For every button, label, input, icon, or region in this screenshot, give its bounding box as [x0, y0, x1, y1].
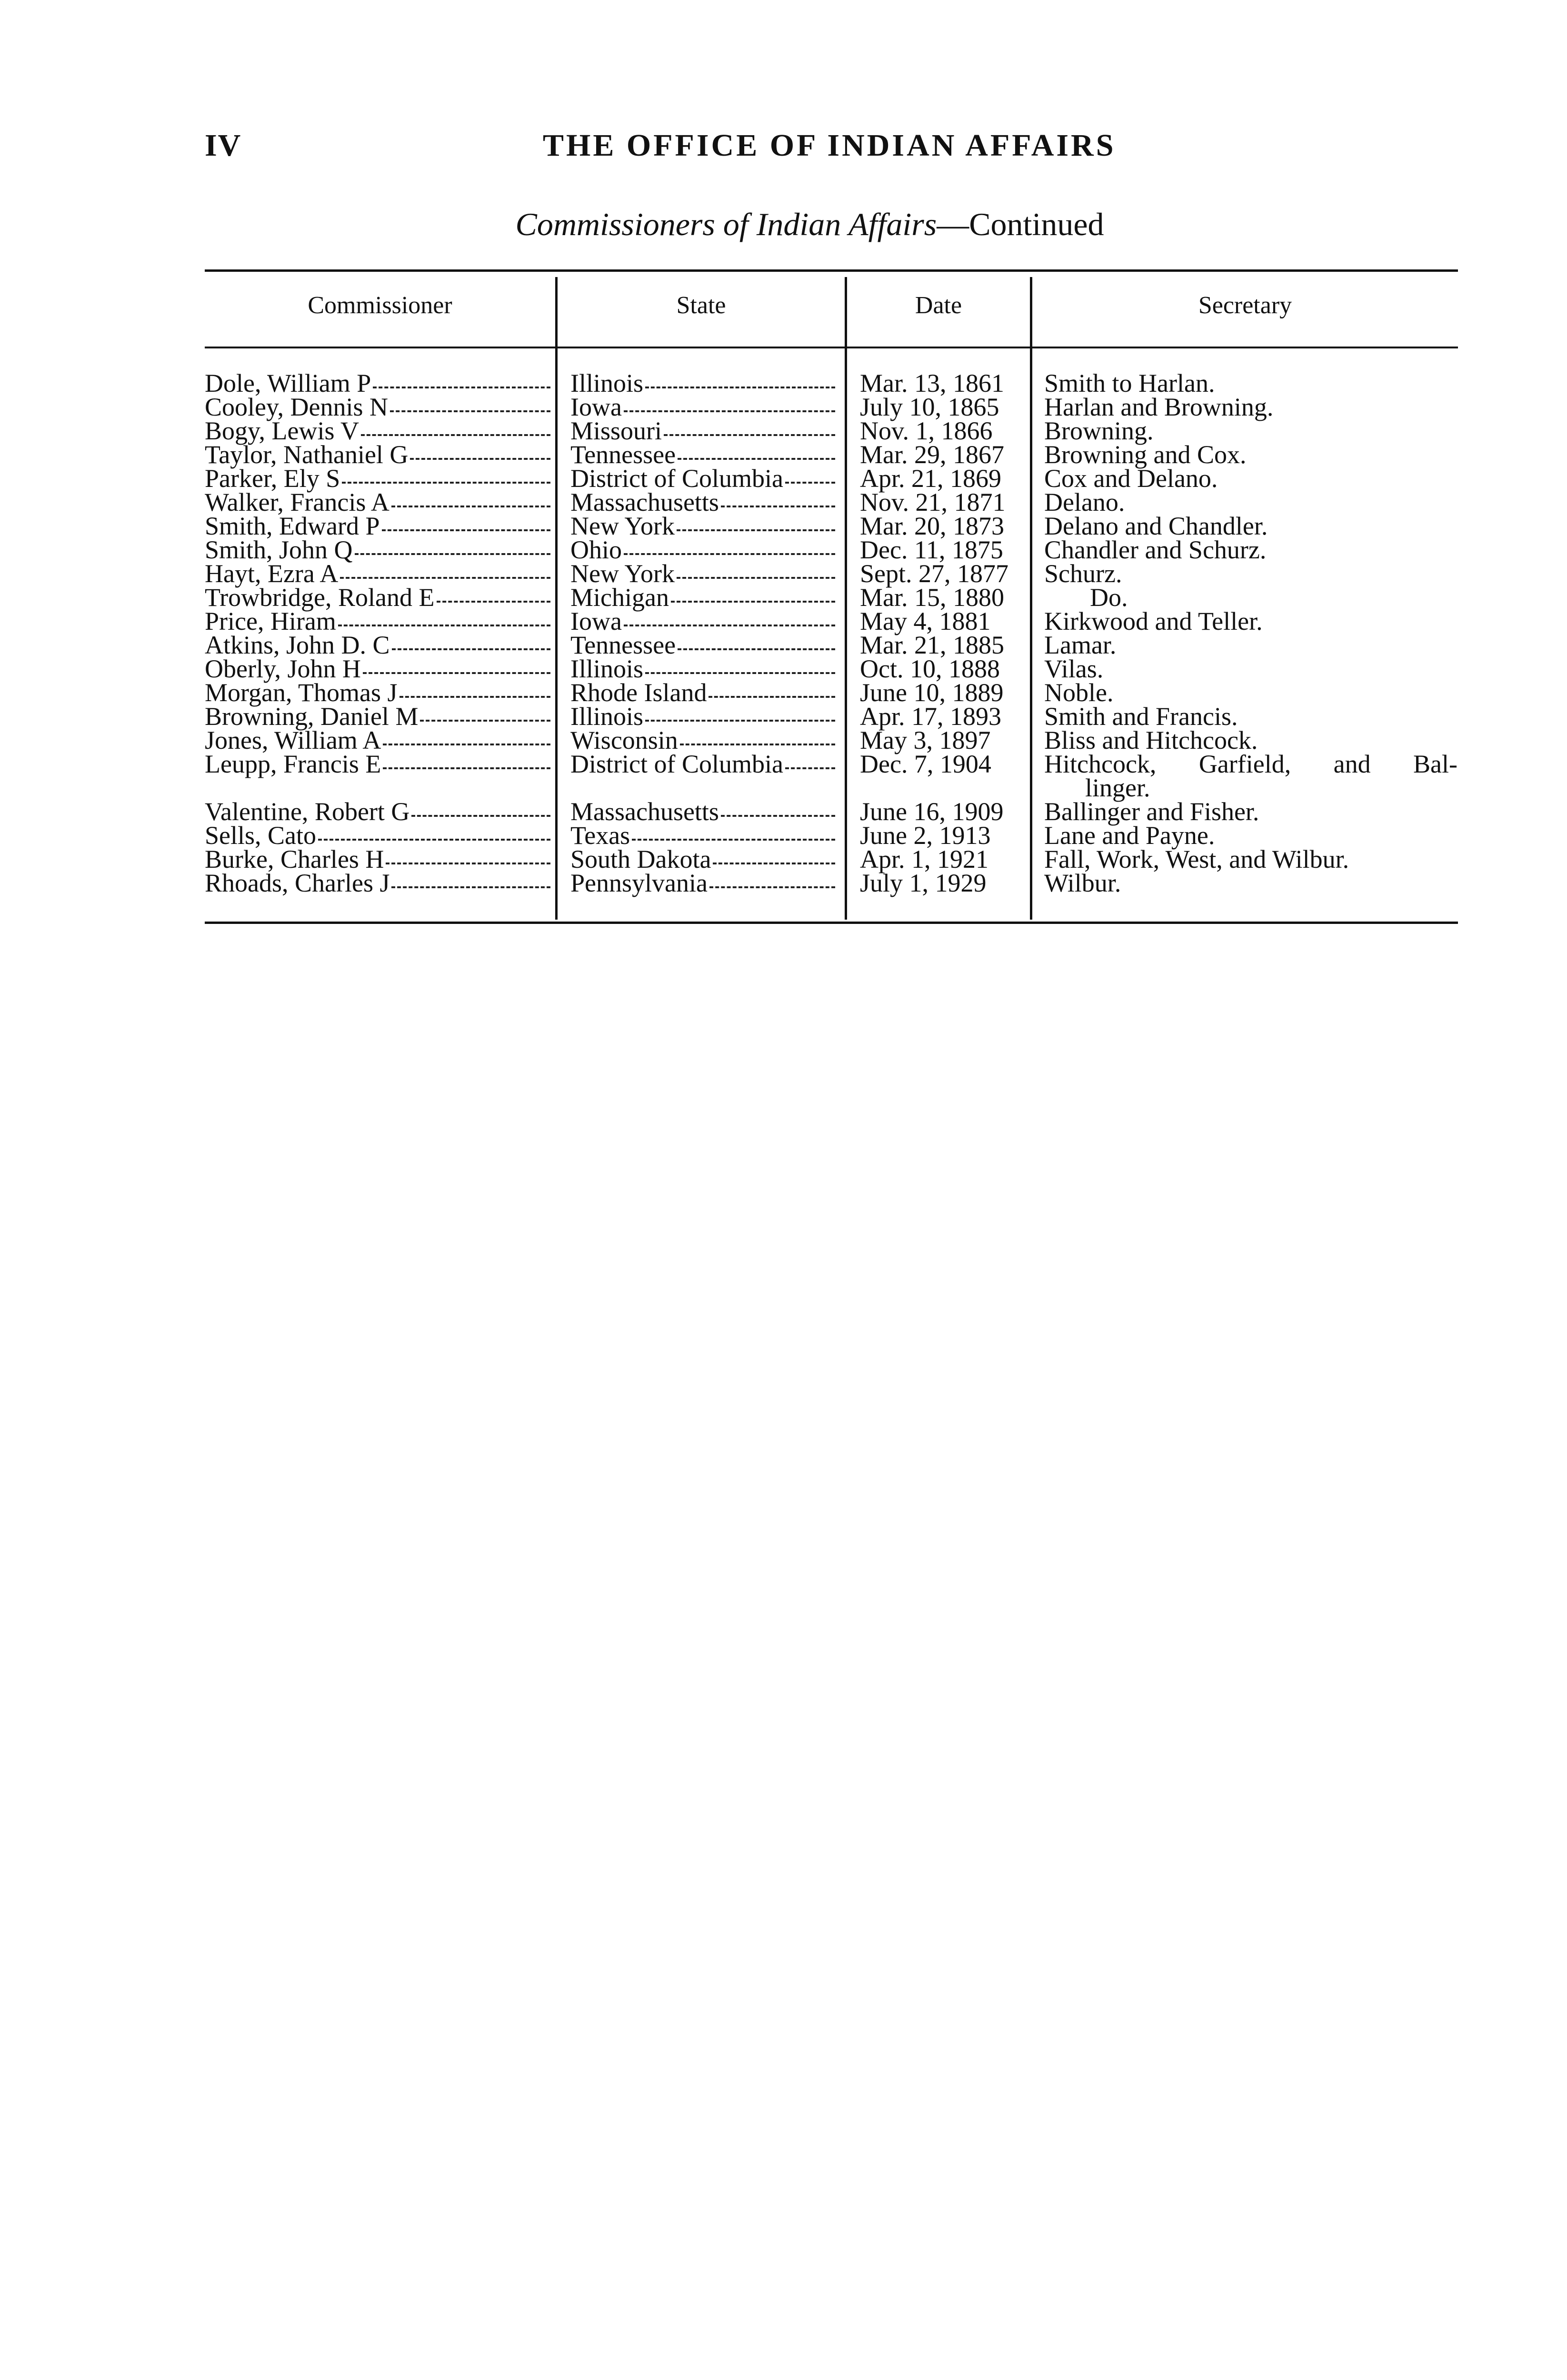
secretary-cell: Fall, Work, West, and Wilbur. — [1044, 845, 1349, 873]
table-row — [0, 440, 1567, 469]
date-cell: Mar. 21, 1885 — [860, 631, 1004, 659]
date-cell: Mar. 29, 1867 — [860, 440, 1004, 469]
secretary-cell: Schurz. — [1044, 559, 1122, 588]
dot-leader — [437, 585, 551, 603]
commissioner-cell — [205, 821, 552, 850]
date-cell: May 3, 1897 — [860, 726, 991, 754]
commissioner-name: Trowbridge, Roland E — [205, 583, 435, 612]
state-name: Ohio — [570, 536, 622, 564]
commissioner-cell — [205, 633, 552, 657]
date-cell: July 10, 1865 — [860, 393, 999, 421]
state-cell — [570, 538, 837, 562]
state-name: Tennessee — [570, 631, 676, 659]
table-row — [0, 371, 1567, 395]
secretary-cell: Delano. — [1044, 488, 1125, 516]
table-title-italic: Commissioners of Indian Affairs — [515, 206, 937, 242]
secretary-cell: Harlan and Browning. — [1044, 393, 1274, 421]
secretary-cell: Browning. — [1044, 416, 1154, 445]
dot-leader — [383, 752, 550, 769]
dot-leader — [342, 466, 550, 484]
commissioner-name: Oberly, John H — [205, 654, 361, 683]
commissioner-name: Parker, Ely S — [205, 464, 340, 493]
secretary-cell: Lamar. — [1044, 631, 1117, 659]
dot-leader — [382, 514, 550, 531]
dot-leader — [391, 490, 550, 507]
column-header-date: Date — [915, 292, 962, 319]
dot-leader — [410, 443, 550, 460]
table-row — [0, 464, 1567, 493]
commissioner-name: Bogy, Lewis V — [205, 416, 359, 445]
dot-leader — [709, 871, 835, 888]
commissioner-cell — [205, 797, 552, 826]
commissioner-name: Hayt, Ezra A — [205, 559, 339, 588]
secretary-word: Garfield, — [1198, 750, 1291, 778]
secretary-cell: Smith to Harlan. — [1044, 369, 1215, 397]
table-row — [0, 609, 1567, 633]
table-row — [0, 821, 1567, 850]
dot-leader — [645, 371, 835, 388]
dot-leader — [392, 633, 550, 650]
commissioner-name: Dole, William P — [205, 369, 371, 397]
dot-leader — [677, 514, 835, 531]
state-cell — [570, 395, 837, 419]
dot-leader — [677, 562, 835, 579]
date-cell: June 2, 1913 — [860, 821, 991, 850]
dot-leader — [678, 633, 835, 650]
commissioner-cell — [205, 440, 552, 469]
state-cell — [570, 440, 837, 469]
table-row — [0, 395, 1567, 419]
date-cell: Apr. 17, 1893 — [860, 702, 1001, 731]
state-cell — [570, 702, 837, 731]
commissioner-name: Cooley, Dennis N — [205, 393, 388, 421]
dot-leader — [709, 681, 835, 698]
state-cell — [570, 654, 837, 683]
date-cell: Apr. 1, 1921 — [860, 845, 988, 873]
state-cell — [570, 490, 837, 514]
dot-leader — [624, 609, 835, 626]
commissioner-name: Taylor, Nathaniel G — [205, 440, 409, 469]
commissioner-cell — [205, 395, 552, 419]
state-name: Illinois — [570, 654, 644, 683]
state-name: District of Columbia — [570, 464, 783, 493]
commissioner-cell — [205, 514, 552, 538]
table-bottom-rule — [205, 922, 1458, 924]
table-body — [0, 371, 1567, 895]
state-cell — [570, 559, 837, 588]
secretary-word: Hitchcock, — [1044, 750, 1157, 778]
table-row — [0, 728, 1567, 752]
date-cell: Mar. 15, 1880 — [860, 583, 1004, 612]
table-top-rule — [205, 269, 1458, 272]
secretary-word: Bal- — [1413, 750, 1457, 778]
commissioner-name: Browning, Daniel M — [205, 702, 419, 731]
secretary-cell: Do. — [1090, 583, 1128, 612]
table-row — [0, 633, 1567, 657]
state-name: District of Columbia — [570, 750, 783, 778]
secretary-cell: Smith and Francis. — [1044, 702, 1238, 731]
state-cell — [570, 728, 837, 752]
dot-leader — [624, 395, 835, 412]
state-name: Illinois — [570, 369, 644, 397]
table-row — [0, 514, 1567, 538]
dot-leader — [340, 562, 550, 579]
commissioner-cell — [205, 752, 552, 776]
secretary-cell: Chandler and Schurz. — [1044, 536, 1267, 564]
secretary-cell: Browning and Cox. — [1044, 440, 1247, 469]
dot-leader — [318, 823, 550, 841]
dot-leader — [680, 728, 835, 745]
table-row — [0, 797, 1567, 826]
table-row — [0, 847, 1567, 871]
date-cell: Mar. 20, 1873 — [860, 512, 1004, 540]
state-name: Iowa — [570, 393, 622, 421]
state-cell — [570, 797, 837, 826]
table-row — [0, 538, 1567, 562]
commissioner-cell — [205, 416, 552, 445]
state-cell — [570, 678, 837, 707]
commissioner-name: Smith, John Q — [205, 536, 353, 564]
commissioner-name: Jones, William A — [205, 726, 381, 754]
date-cell: Dec. 7, 1904 — [860, 750, 991, 778]
state-name: Massachusetts — [570, 488, 719, 516]
state-name: Texas — [570, 821, 630, 850]
date-cell: Apr. 21, 1869 — [860, 464, 1001, 493]
state-cell — [570, 416, 837, 445]
commissioner-cell — [205, 847, 552, 871]
state-name: Pennsylvania — [570, 869, 708, 897]
commissioner-cell — [205, 490, 552, 514]
commissioner-cell — [205, 871, 552, 895]
secretary-cell: Ballinger and Fisher. — [1044, 797, 1259, 826]
commissioner-cell — [205, 654, 552, 683]
state-name: Illinois — [570, 702, 644, 731]
table-row — [0, 678, 1567, 707]
dot-leader — [645, 657, 835, 674]
secretary-cell: Cox and Delano. — [1044, 464, 1218, 493]
dot-leader — [678, 443, 835, 460]
dot-leader — [785, 752, 835, 769]
column-header-commissioner: Commissioner — [308, 292, 452, 319]
running-head: THE OFFICE OF INDIAN AFFAIRS — [543, 128, 1116, 163]
dot-leader — [785, 466, 835, 484]
commissioner-name: Price, Hiram — [205, 607, 336, 635]
state-cell — [570, 464, 837, 493]
state-name: New York — [570, 512, 675, 540]
secretary-cell: Vilas. — [1044, 654, 1104, 683]
secretary-cell: Delano and Chandler. — [1044, 512, 1268, 540]
dot-leader — [399, 681, 551, 698]
dot-leader — [363, 657, 550, 674]
date-cell: Dec. 11, 1875 — [860, 536, 1003, 564]
commissioner-name: Sells, Cato — [205, 821, 317, 850]
commissioner-name: Valentine, Robert G — [205, 797, 410, 826]
secretary-cell: Bliss and Hitchcock. — [1044, 726, 1258, 754]
secretary-cell: Lane and Payne. — [1044, 821, 1215, 850]
secretary-cell: Kirkwood and Teller. — [1044, 607, 1263, 635]
dot-leader — [721, 490, 835, 507]
table-header-rule — [205, 347, 1458, 348]
dot-leader — [721, 800, 835, 817]
state-cell — [570, 847, 837, 871]
table-row — [0, 559, 1567, 588]
state-name: Iowa — [570, 607, 622, 635]
state-name: Michigan — [570, 583, 669, 612]
secretary-line-2: linger. — [1085, 774, 1150, 802]
commissioner-cell — [205, 559, 552, 588]
dot-leader — [632, 823, 835, 841]
commissioner-name: Morgan, Thomas J — [205, 678, 398, 707]
secretary-cell — [1044, 752, 1457, 800]
column-header-state: State — [676, 292, 726, 319]
column-header-secretary: Secretary — [1198, 292, 1292, 319]
dot-leader — [386, 847, 550, 864]
state-name: Massachusetts — [570, 797, 719, 826]
date-cell: Sept. 27, 1877 — [860, 559, 1009, 588]
dot-leader — [383, 728, 550, 745]
dot-leader — [338, 609, 550, 626]
table-title — [0, 206, 1567, 243]
date-cell: Nov. 21, 1871 — [860, 488, 1006, 516]
date-cell: Oct. 10, 1888 — [860, 654, 1000, 683]
table-row — [0, 416, 1567, 445]
dot-leader — [664, 419, 835, 436]
commissioner-name: Burke, Charles H — [205, 845, 384, 873]
page-number: IV — [205, 128, 242, 163]
date-cell: June 16, 1909 — [860, 797, 1004, 826]
state-name: New York — [570, 559, 675, 588]
state-cell — [570, 633, 837, 657]
table-title-continued: —Continued — [937, 206, 1104, 242]
dot-leader — [671, 585, 835, 603]
state-name: Tennessee — [570, 440, 676, 469]
state-cell — [570, 371, 837, 395]
dot-leader — [361, 419, 550, 436]
secretary-word: and — [1333, 750, 1371, 778]
table-row — [0, 583, 1567, 612]
state-cell — [570, 821, 837, 850]
state-name: South Dakota — [570, 845, 711, 873]
date-cell: June 10, 1889 — [860, 678, 1004, 707]
dot-leader — [390, 395, 550, 412]
state-name: Rhode Island — [570, 678, 707, 707]
dot-leader — [713, 847, 835, 864]
state-name: Wisconsin — [570, 726, 678, 754]
date-cell: Nov. 1, 1866 — [860, 416, 993, 445]
dot-leader — [391, 871, 550, 888]
commissioner-cell — [205, 538, 552, 562]
dot-leader — [373, 371, 550, 388]
table-row — [0, 702, 1567, 731]
dot-leader — [355, 538, 550, 555]
date-cell: Mar. 13, 1861 — [860, 369, 1004, 397]
state-cell — [570, 583, 837, 612]
secretary-cell: Wilbur. — [1044, 869, 1121, 897]
secretary-line-1 — [1044, 752, 1457, 776]
commissioner-name: Smith, Edward P — [205, 512, 380, 540]
commissioner-name: Atkins, John D. C — [205, 631, 390, 659]
commissioner-cell — [205, 728, 552, 752]
commissioner-name: Rhoads, Charles J — [205, 869, 390, 897]
date-cell: July 1, 1929 — [860, 869, 987, 897]
commissioner-cell — [205, 609, 552, 633]
commissioner-cell — [205, 678, 552, 707]
state-name: Missouri — [570, 416, 662, 445]
dot-leader — [624, 538, 835, 555]
state-cell — [570, 514, 837, 538]
commissioner-cell — [205, 702, 552, 731]
date-cell: May 4, 1881 — [860, 607, 991, 635]
table-row — [0, 490, 1567, 514]
secretary-cell: Noble. — [1044, 678, 1114, 707]
state-cell — [570, 871, 837, 895]
dot-leader — [411, 800, 550, 817]
dot-leader — [420, 704, 550, 722]
commissioner-cell — [205, 583, 552, 612]
state-cell — [570, 752, 837, 776]
commissioner-name: Walker, Francis A — [205, 488, 389, 516]
table-row — [0, 871, 1567, 895]
commissioner-name: Leupp, Francis E — [205, 750, 381, 778]
commissioner-cell — [205, 371, 552, 395]
table-row — [0, 654, 1567, 683]
commissioner-cell — [205, 464, 552, 493]
state-cell — [570, 609, 837, 633]
dot-leader — [645, 704, 835, 722]
table-row — [0, 752, 1567, 800]
